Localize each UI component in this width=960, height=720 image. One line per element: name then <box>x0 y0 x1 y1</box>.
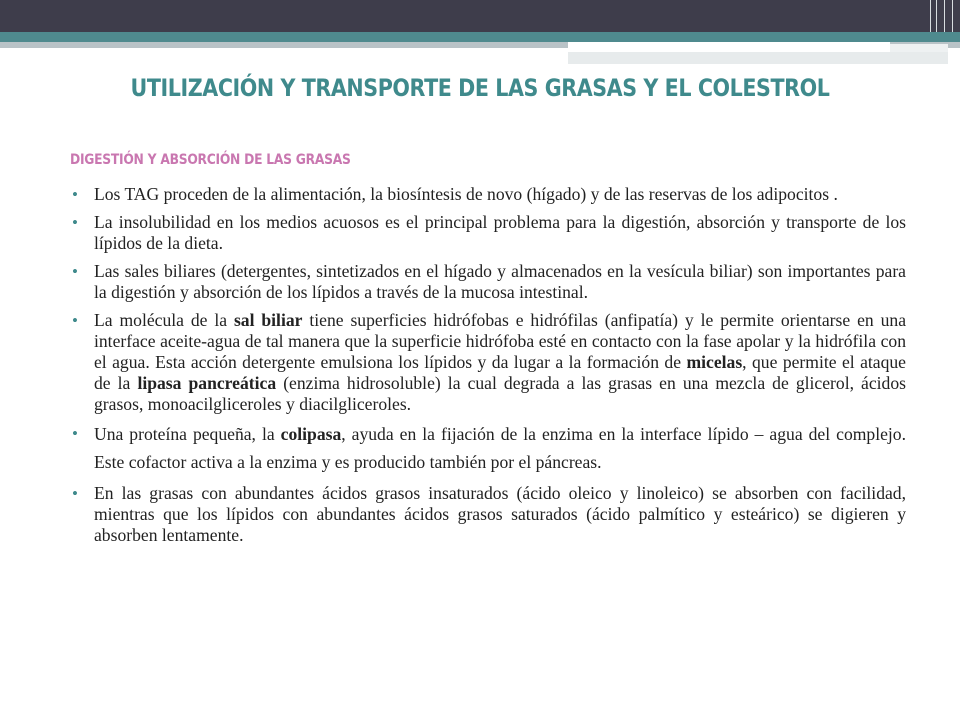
slide-decor-tab-end <box>890 44 948 52</box>
bold-term-lipasa: lipasa pancreática <box>137 373 277 393</box>
bullet-text-part: , que permite el ataque de la <box>94 352 906 393</box>
bullet-text: Las sales biliares (detergentes, sintetizados en el hígado y almacenados en la vesícula biliar) son importantes para la digestión y absorción de los lípidos a través de la mucosa intestinal. <box>94 261 906 302</box>
slide-title: UTILIZACIÓN Y TRANSPORTE DE LAS GRASAS Y EL COLESTROL <box>130 74 830 102</box>
slide-decor-tab <box>568 42 890 52</box>
bullet-text: En las grasas con abundantes ácidos grasos insaturados (ácido oleico y linoleico) se absorben con facilidad, mientras que los lípidos con abundantes ácidos grasos saturados (ácido palmítico y esteárico) se digieren y absorben lentamente. <box>94 483 906 545</box>
bullet-item <box>70 310 906 415</box>
slide-accent-stripe <box>0 32 960 42</box>
bullet-text-part: , ayuda en la fijación de la enzima en la interface lípido – agua del complejo. Este cofactor activa a la enzima y es producido también por el páncreas. <box>94 424 906 472</box>
bullet-icon: • <box>72 484 78 503</box>
bullet-icon: • <box>72 262 78 281</box>
bold-term-sal-biliar: sal biliar <box>233 310 303 330</box>
bullet-icon: • <box>72 311 78 330</box>
slide-decor-tab-shadow <box>568 52 948 64</box>
bullet-text-part: (enzima hidrosoluble) la cual degrada a las grasas en una mezcla de glicerol, ácidos grasos, monoacilgliceroles y diacilgliceroles. <box>94 373 906 414</box>
bullet-item <box>70 420 906 476</box>
bullet-list <box>70 184 906 553</box>
bold-term-micelas: micelas <box>686 352 743 372</box>
bullet-text: Los TAG proceden de la alimentación, la biosíntesis de novo (hígado) y de las reservas de los adipocitos . <box>94 184 838 204</box>
bullet-text-part: Una proteína pequeña, la <box>94 424 281 444</box>
bullet-text-part: tiene superficies hidrófobas e hidrófilas (anfipatía) y le permite orientarse en una interface aceite-agua de tal manera que la superficie hidrófoba esté en contacto con la fase apolar y la hidrófila con el agua. Esta acción detergente emulsiona los lípidos y da lugar a la formación de <box>94 310 906 372</box>
bullet-text: La insolubilidad en los medios acuosos es el principal problema para la digestión, absorción y transporte de los lípidos de la dieta. <box>94 212 906 253</box>
bullet-item <box>70 483 906 546</box>
bold-term-colipasa: colipasa <box>280 424 342 444</box>
section-subtitle: DIGESTIÓN Y ABSORCIÓN DE LAS GRASAS <box>70 152 351 168</box>
slide-top-bar <box>0 0 960 32</box>
bullet-icon: • <box>72 213 78 232</box>
bullet-icon: • <box>72 185 78 204</box>
bullet-item <box>70 212 906 254</box>
bullet-icon: • <box>72 424 78 443</box>
bullet-item <box>70 261 906 303</box>
bullet-text-part: La molécula de la <box>94 310 234 330</box>
bullet-item <box>70 184 906 205</box>
